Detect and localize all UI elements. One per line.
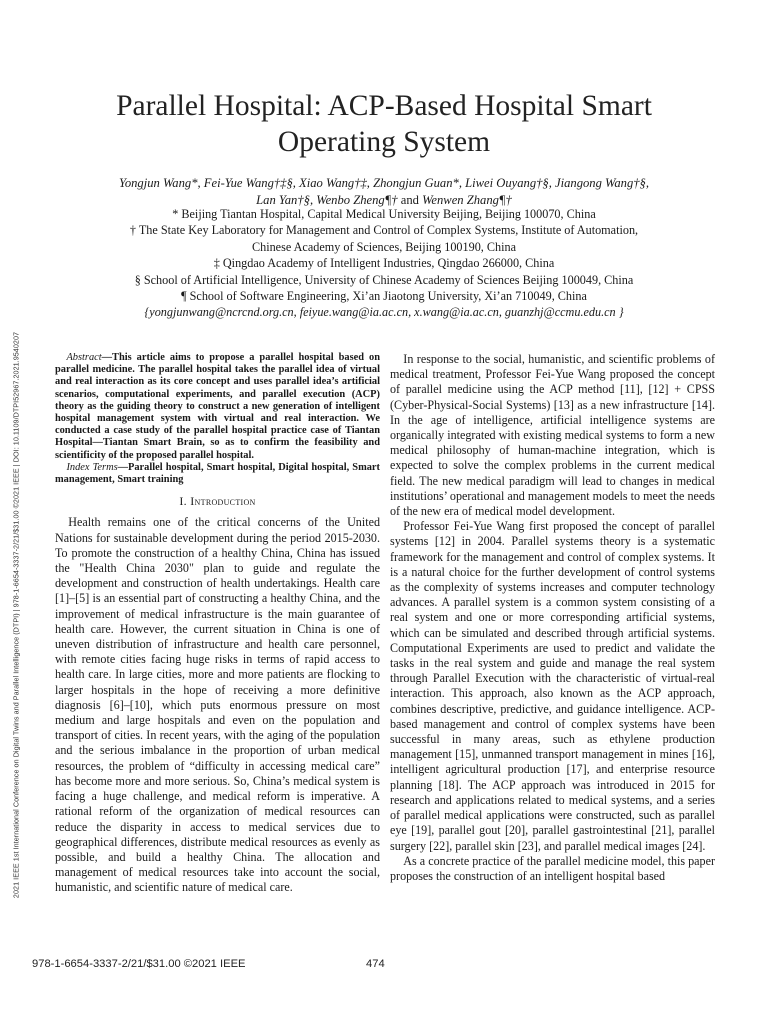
index-terms-label: Index Terms xyxy=(66,461,118,473)
right-paragraph-2: Professor Fei-Yue Wang first proposed the concept of parallel systems [12] in 2004. Parallel systems theory is a systematic framework for the management and control of complex systems. It is a natural choice for the further development of control systems as the complexity of systems increases and computer technology advances. A parallel system is a common system consisting of a real system and one or more corresponding artificial systems, which can be simulated and described through artificial systems. Computational Experiments are used to predict and validate the tasks in the real system and guide and manage the real system through Parallel Execution with the characteristic of virtual-real interaction. This approach, also known as the ACP approach, combines descriptive, predictive, and guidance intelligence. ACP-based management and control of complex systems have been successful in many areas, such as ethylene production management [15], unmanned transport management in mines [16], intelligent agricultural production [17], and enterprise resource planning [18]. The ACP approach was introduced in 2015 for research and applications related to medical systems, and a series of parallel medical applications were constructed, such as parallel eye [19], parallel gout [20], parallel gastrointestinal [21], parallel surgery [22], parallel skin [23], and parallel medical images [24]. xyxy=(390,519,715,853)
conference-sidebar xyxy=(6,265,26,965)
left-column xyxy=(55,352,380,896)
right-paragraph-1: In response to the social, humanistic, and scientific problems of medical treatment, Professor Fei-Yue Wang proposed the concept of parallel medicine using the ACP method [11], [12] + CPSS (Cyber-Physical-Social Systems) [13] as a new infrastructure [14]. In the age of intelligence, artificial intelligence systems are organically integrated with existing medical systems to form a new medical philosophy of human-machine integration, which is expected to solve the complex problems in the current medical field. The new medical paradigm will lead to changes in medical institutions’ operational and management models to meet the needs of the new era of medical model development. xyxy=(390,352,715,519)
page-number: 474 xyxy=(366,958,385,970)
author-emails: {yongjunwang@ncrcnd.org.cn, feiyue.wang@ia.ac.cn, x.wang@ia.ac.cn, guanzhj@ccmu.edu.cn } xyxy=(144,305,624,320)
affiliation: § School of Artificial Intelligence, University of Chinese Academy of Sciences Beijing 100049, China xyxy=(134,272,634,287)
section-heading-introduction: I. Introduction xyxy=(179,494,256,509)
sidebar-text: 2021 IEEE 1st International Conference on Digital Twins and Parallel Intelligence (DTPI) | 978-1-6654-3337-2/21/$31.00 ©2021 IEEE | DOI: 10.1109/DTPI52967.2021.9540207 xyxy=(11,331,21,899)
authors-and: and xyxy=(397,193,423,207)
paper-title: Parallel Hospital: ACP-Based Hospital Smart Operating System xyxy=(116,90,652,158)
affiliation: † The State Key Laboratory for Management and Control of Complex Systems, Institute of Automation, xyxy=(129,223,639,238)
author-list xyxy=(80,175,688,209)
index-terms xyxy=(55,462,380,486)
affiliation: * Beijing Tiantan Hospital, Capital Medical University Beijing, Beijing 100070, China xyxy=(172,207,596,221)
affiliation: ¶ School of Software Engineering, Xi’an Jiaotong University, Xi’an 710049, China xyxy=(181,289,587,304)
affiliation: Chinese Academy of Sciences, Beijing 100190, China xyxy=(251,239,516,254)
affiliations xyxy=(70,206,698,321)
right-paragraph-3: As a concrete practice of the parallel medicine model, this paper proposes the construction of an intelligent hospital based xyxy=(390,853,715,883)
authors-line-2b: Wenwen Zhang¶† xyxy=(422,193,512,207)
intro-paragraph-1: Health remains one of the critical concerns of the United Nations for sustainable development during the period 2015-2030. To promote the construction of a healthy China, China has issued the "Health China 2030" plan to guide and regulate the development and construction of health undertakings. Health care [1]–[5] is an essential part of constructing a healthy China, and the improvement of medical infrastructure is the main guarantee of health care. However, the current situation in China is one of uneven distribution of infrastructure and health care personnel, with remote cities facing huge risks in terms of rapid access to health care. In large cities, more and more patients are flocking to larger hospitals in the hope of receiving a more definitive diagnosis [6]–[10], which puts enormous pressure on most medium and large hospitals and even on the population and transport of cities. In recent years, with the aging of the population and the serious imbalance in the proportion of urban medical resources, the problem of “difficulty in accessing medical care” has become more and more serious. So, China’s medical system is facing a huge challenge, and medical reform is imperative. A rational reform of the organization of medical resources can reduce the disparity in access to medical services due to geographical differences, distribute medical resources as evenly as possible, and build a healthy China. The allocation and management of medical resources take into account the social, humanistic, and scientific nature of medical care. xyxy=(55,515,380,895)
footer-copyright: 978-1-6654-3337-2/21/$31.00 ©2021 IEEE xyxy=(32,958,246,970)
index-terms-text: —Parallel hospital, Smart hospital, Digital hospital, Smart management, Smart training xyxy=(55,461,380,486)
right-column xyxy=(390,352,715,884)
abstract-label: Abstract xyxy=(66,352,102,363)
affiliation: ‡ Qingdao Academy of Intelligent Industries, Qingdao 266000, China xyxy=(213,256,555,271)
abstract-text: —This article aims to propose a parallel hospital based on parallel medicine. The parallel hospital takes the parallel idea of virtual and real interaction as its core concept and uses parallel idea’s artificial scenarios, computational experiments, and parallel execution (ACP) theory as the guiding theory to construct a new generation of intelligent hospital management system with virtual and real interaction. We conducted a case study of the parallel hospital practice case of Tiantan Hospital—Tiantan Smart Brain, so as to confirm the feasibility and scientificity of the proposed parallel hospital. xyxy=(55,352,380,461)
authors-line-2a: Lan Yan†§, Wenbo Zheng¶† xyxy=(256,193,398,207)
abstract xyxy=(55,352,380,462)
authors-line-1: Yongjun Wang*, Fei-Yue Wang†‡§, Xiao Wang†‡, Zhongjun Guan*, Liwei Ouyang†§, Jiangong Wang†§, xyxy=(118,176,650,190)
